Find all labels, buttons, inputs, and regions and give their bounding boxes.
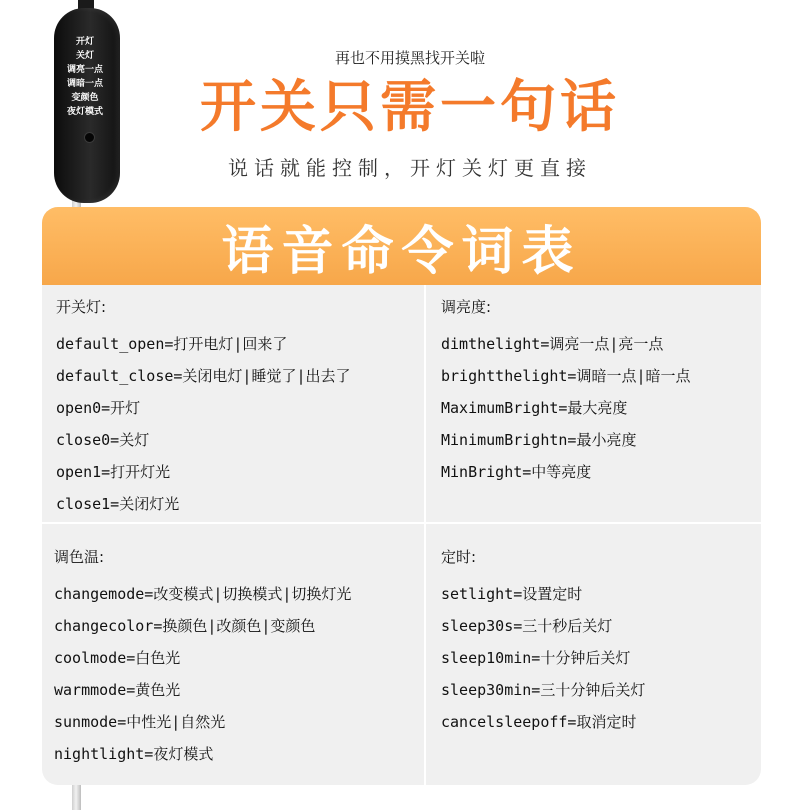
- remote-label-off: 关灯: [75, 51, 94, 61]
- command-item: sleep10min=十分钟后关灯: [441, 649, 631, 667]
- command-item: default_close=关闭电灯|睡觉了|出去了: [56, 367, 351, 385]
- headline: 开关只需一句话: [200, 75, 620, 140]
- command-item: MinBright=中等亮度: [441, 463, 592, 481]
- command-item: brightthelight=调暗一点|暗一点: [441, 367, 691, 385]
- command-item: MaximumBright=最大亮度: [441, 399, 628, 417]
- section-title: 调亮度:: [441, 298, 492, 316]
- command-item: close0=关灯: [56, 431, 150, 449]
- command-item: nightlight=夜灯模式: [54, 745, 214, 763]
- remote-label-on: 开灯: [75, 37, 94, 47]
- sub-tagline: 说话就能控制，开灯关灯更直接: [228, 156, 592, 180]
- command-item: sleep30min=三十分钟后关灯: [441, 681, 646, 699]
- table-divider-horizontal: [42, 522, 761, 524]
- section-color-temp: [54, 546, 351, 770]
- remote-button: [84, 132, 95, 143]
- remote-label-dimmer: 调暗一点: [66, 79, 103, 89]
- command-item: changecolor=换颜色|改颜色|变颜色: [54, 617, 316, 635]
- section-title: 调色温:: [54, 548, 105, 566]
- command-item: changemode=改变模式|切换模式|切换灯光: [54, 585, 352, 603]
- command-item: open0=开灯: [56, 399, 141, 417]
- command-item: sunmode=中性光|自然光: [54, 713, 226, 731]
- section-brightness: [441, 296, 691, 488]
- table-divider-vertical: [424, 285, 426, 785]
- command-item: dimthelight=调亮一点|亮一点: [441, 335, 664, 353]
- section-onoff: [56, 296, 351, 520]
- command-item: warmmode=黄色光: [54, 681, 181, 699]
- command-item: setlight=设置定时: [441, 585, 583, 603]
- remote-label-brighter: 调亮一点: [66, 65, 103, 75]
- remote-label-night: 夜灯模式: [66, 107, 103, 117]
- command-item: close1=关闭灯光: [56, 495, 180, 513]
- command-item: coolmode=白色光: [54, 649, 181, 667]
- command-item: MinimumBrightn=最小亮度: [441, 431, 637, 449]
- section-title: 定时:: [441, 548, 477, 566]
- remote-label-color: 变颜色: [71, 93, 99, 103]
- top-tagline: 再也不用摸黑找开关啦: [334, 49, 485, 67]
- command-item: cancelsleepoff=取消定时: [441, 713, 637, 731]
- command-item: sleep30s=三十秒后关灯: [441, 617, 613, 635]
- table-header-bar: [42, 207, 761, 285]
- section-title: 开关灯:: [56, 298, 107, 316]
- table-title: 语音命令词表: [221, 221, 582, 282]
- command-item: open1=打开灯光: [56, 463, 171, 481]
- command-item: default_open=打开电灯|回来了: [56, 335, 288, 353]
- section-timer: [441, 546, 645, 738]
